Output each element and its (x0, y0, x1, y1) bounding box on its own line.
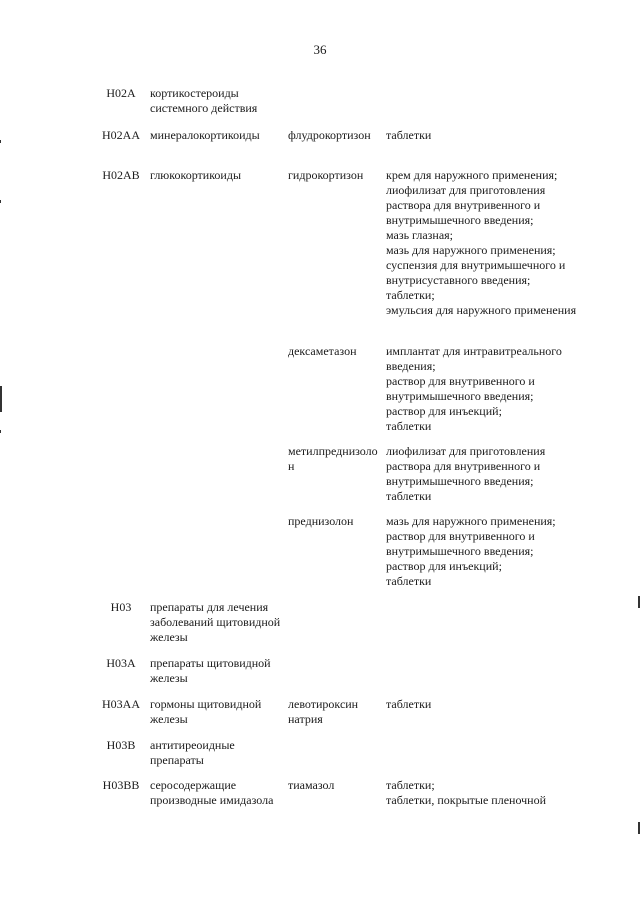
page-number: 36 (313, 42, 327, 57)
atc-group: антитиреоидные препараты (150, 738, 235, 767)
dosage-form: таблетки, покрытые пленочной (386, 793, 547, 807)
atc-code: H03B (106, 738, 136, 752)
scan-edge-mark (0, 386, 2, 412)
dosage-forms (386, 444, 586, 504)
dosage-forms (386, 697, 586, 712)
atc-group: препараты для лечения заболеваний щитовидной железы (150, 600, 281, 644)
drug-name: дексаметазон (288, 344, 357, 358)
drug-name: тиамазол (288, 778, 335, 792)
dosage-form: раствор для инъекций; (386, 559, 502, 573)
dosage-form: таблетки; (386, 288, 435, 302)
dosage-form: эмульсия для наружного применения (386, 303, 577, 317)
dosage-form: суспензия для внутримышечного и внутрисуставного введения; (386, 258, 566, 287)
dosage-form: имплантат для интравитреального введения; (386, 344, 562, 373)
dosage-forms (386, 344, 586, 434)
scan-edge-mark (0, 430, 1, 433)
atc-group: серосодержащие производные имидазола (150, 778, 274, 807)
atc-group: глюкокортикоиды (150, 168, 242, 182)
dosage-form: таблетки; (386, 778, 435, 792)
atc-group: минералокортикоиды (150, 128, 260, 142)
dosage-form: таблетки (386, 489, 432, 503)
atc-code: H02A (106, 86, 136, 100)
scan-edge-mark (0, 140, 1, 143)
dosage-form: таблетки (386, 697, 432, 711)
atc-code: H02AB (102, 168, 140, 182)
dosage-form: раствор для инъекций; (386, 404, 502, 418)
dosage-form: мазь для наружного применения; (386, 514, 556, 528)
dosage-form: раствор для внутривенного и внутримышечного введения; (386, 374, 535, 403)
atc-code: H03A (106, 656, 136, 670)
drug-name: преднизолон (288, 514, 354, 528)
drug-name: флудрокортизон (288, 128, 371, 142)
dosage-form: таблетки (386, 128, 432, 142)
dosage-form: мазь глазная; (386, 228, 454, 242)
dosage-form: таблетки (386, 419, 432, 433)
dosage-form: раствор для внутривенного и внутримышечного введения; (386, 529, 535, 558)
dosage-form: лиофилизат для приготовления раствора для внутривенного и внутримышечного введения; (386, 183, 546, 227)
dosage-form: крем для наружного применения; (386, 168, 558, 182)
dosage-form: мазь для наружного применения; (386, 243, 556, 257)
drug-name: гидрокортизон (288, 168, 364, 182)
dosage-forms (386, 514, 586, 589)
atc-code: H03BB (102, 778, 140, 792)
atc-group: препараты щитовидной железы (150, 656, 271, 685)
atc-code: H03AA (102, 697, 140, 711)
atc-group: кортикостероиды системного действия (150, 86, 258, 115)
drug-name: левотироксин натрия (288, 697, 359, 726)
dosage-forms (386, 128, 586, 143)
atc-code: H02AA (102, 128, 140, 142)
dosage-form: таблетки (386, 574, 432, 588)
atc-code: H03 (110, 600, 132, 614)
dosage-forms (386, 778, 586, 808)
drug-name: метилпреднизолон (288, 444, 378, 473)
dosage-forms (386, 168, 586, 318)
scan-edge-mark (0, 200, 1, 203)
dosage-form: лиофилизат для приготовления раствора для внутривенного и внутримышечного введения; (386, 444, 546, 488)
atc-group: гормоны щитовидной железы (150, 697, 262, 726)
